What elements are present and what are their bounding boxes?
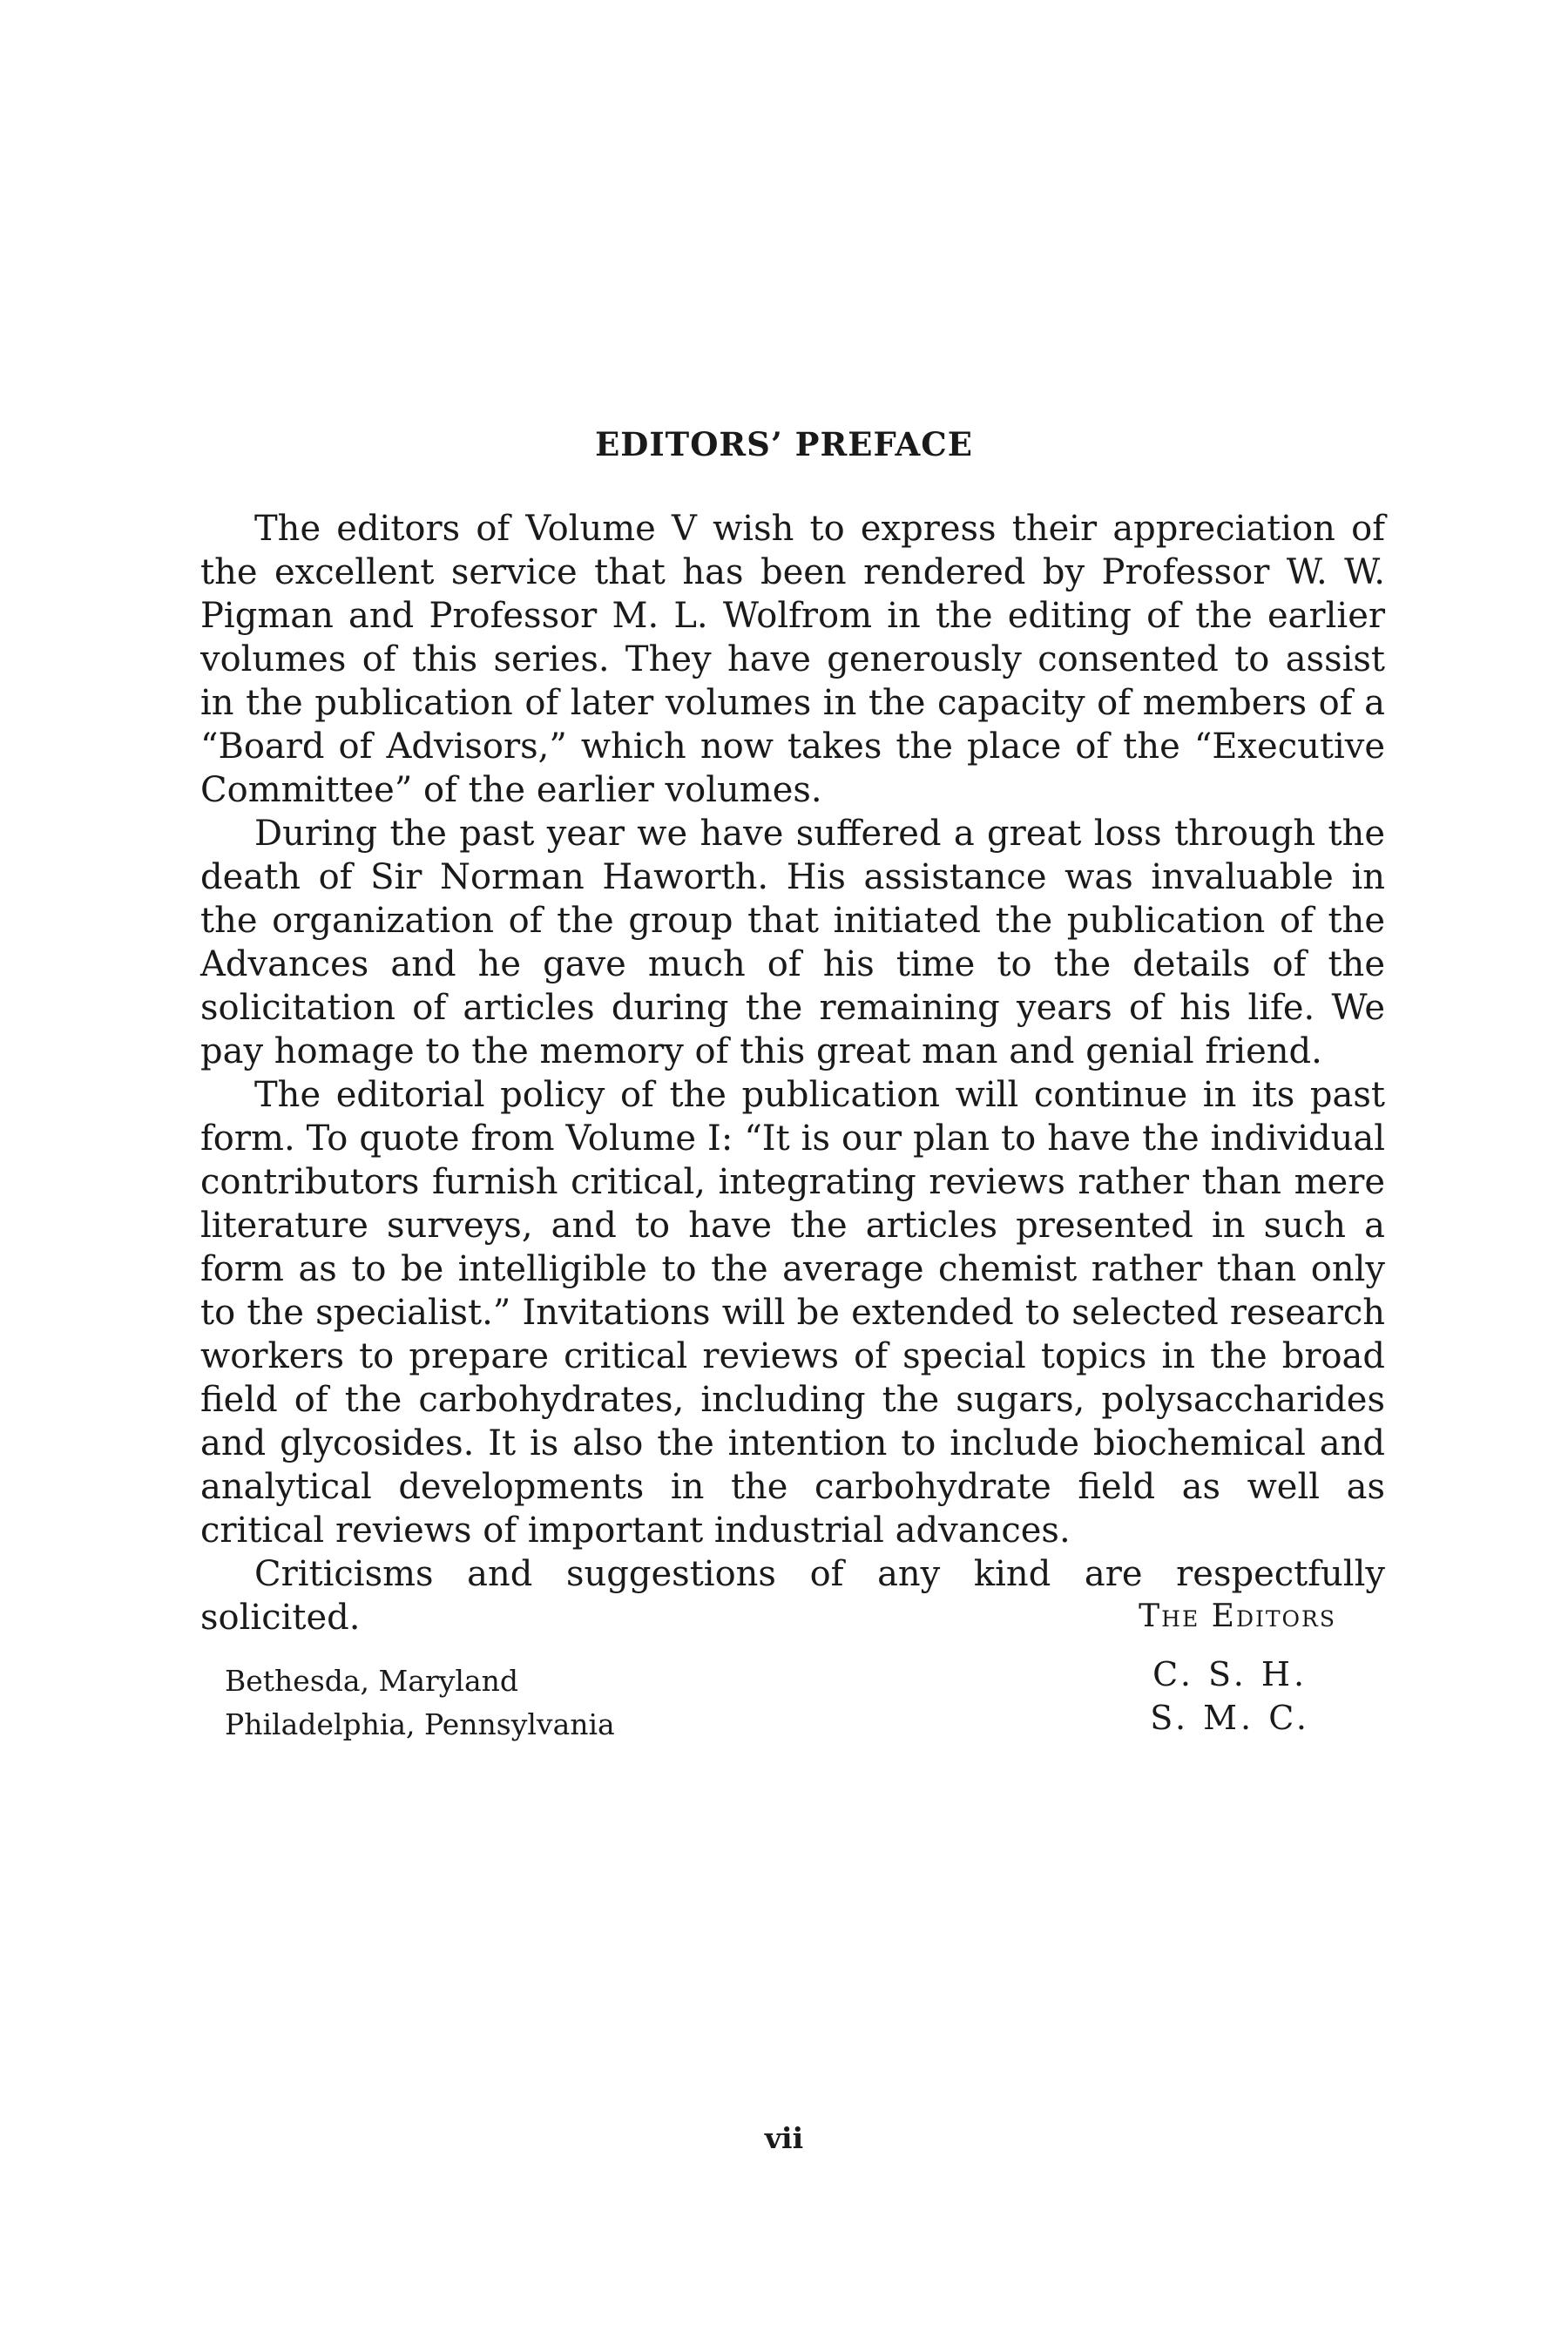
paragraph-2: During the past year we have suffered a great loss through the death of Sir Norman Haworth. His assistance was invaluable in the organization of the group that initiated the publication of the Advances and he gave much of his time to the details of the solicitation of articles during the remaining years of his life. We pay homage to the memory of this great man and genial friend.: [200, 814, 1385, 1071]
editor-locations: [225, 1659, 615, 1747]
page-title: EDITORS’ PREFACE: [595, 425, 973, 463]
preface-body: [200, 507, 1385, 1639]
page-number: vii: [764, 2121, 804, 2155]
paragraph-1: The editors of Volume V wish to express their appreciation of the excellent service that has been rendered by Professor W. W. Pigman and Professor M. L. Wolfrom in the editing of the earlier volumes of this series. They have generously consented to assist in the publication of later volumes in the capacity of members of a “Board of Advisors,” which now takes the place of the “Executive Committee” of the earlier volumes.: [200, 509, 1385, 810]
editors-heading: The Editors: [1139, 1598, 1336, 1634]
location-1: Bethesda, Maryland: [225, 1664, 519, 1698]
editor-initials: [1150, 1652, 1310, 1740]
paragraph-4: Criticisms and suggestions of any kind are respectfully solicited.: [200, 1554, 1385, 1638]
paragraph-3: The editorial policy of the publication will continue in its past form. To quote from Volume I: “It is our plan to have the individual contributors furnish critical, integrating reviews rather than mere literature surveys, and to have the articles presented in such a form as to be intelligible to the average chemist rather than only to the specialist.” Invitations will be extended to selected research workers to prepare critical reviews of special topics in the broad field of the carbohydrates, including the sugars, polysaccharides and glycosides. It is also the intention to include biochemical and analytical developments in the carbohydrate field as well as critical reviews of important industrial advances.: [200, 1075, 1385, 1551]
location-2: Philadelphia, Pennsylvania: [225, 1707, 615, 1741]
editor-initials-2: S. M. C.: [1150, 1699, 1310, 1737]
signoff-block: [0, 1598, 1568, 1773]
editor-initials-1: C. S. H.: [1152, 1655, 1308, 1693]
